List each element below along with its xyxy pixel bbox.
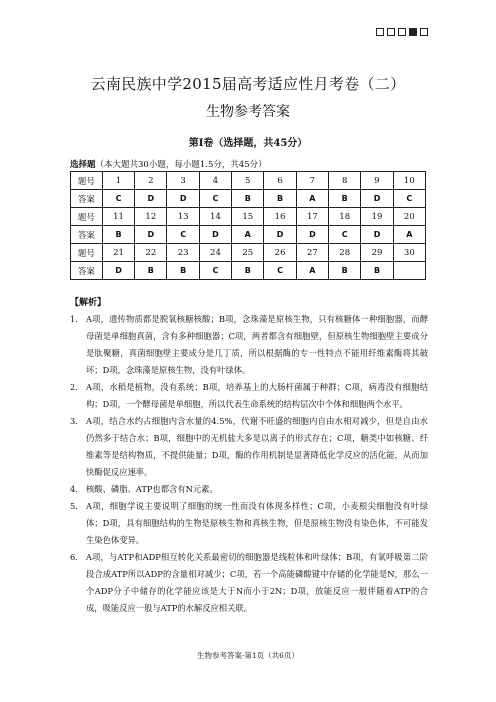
- answer-cell: A: [296, 190, 328, 208]
- corner-mark-square: [420, 28, 428, 36]
- question-number-cell: 29: [361, 244, 393, 262]
- page-footer: 生物参考答案·第1页（共6页）: [197, 651, 299, 660]
- question-number-cell: 15: [232, 208, 264, 226]
- answer-cell: D: [264, 226, 296, 244]
- analysis-item-text: A项，水稻是植物，没有系统；B项，培养基上的大肠杆菌属于种群；C项，病毒没有细胞结构；D项，一个酵母菌是单细胞，所以代表生命系统的结构层次中个体和细胞两个水平。: [86, 382, 428, 409]
- question-number-cell: 14: [199, 208, 231, 226]
- row-header: 题号: [71, 244, 103, 262]
- analysis-item-text: A项，细胞学说主要说明了细胞的统一性而没有体现多样性；C项，小麦根尖细胞没有叶绿体；D项，具有细胞结构的生物是原核生物和真核生物，但是原核生物没有染色体，不可能发生染色体变异。: [86, 501, 428, 545]
- question-number-cell: 3: [167, 172, 199, 190]
- answer-cell: D: [361, 226, 393, 244]
- analysis-item-text: A项，结合水约占细胞内含水量的4.5%，代谢不旺盛的细胞内自由水相对减少，但是自由水仍然多于结合水；B项，细胞中的无机盐大多是以离子的形式存在；C项，糖类中如核糖、纤维素等是结构物质，不提供能量；D项，酶的作用机制是显著降低化学反应的活化能，从而加快酶促反应速率。: [86, 416, 428, 477]
- question-number-cell: 25: [232, 244, 264, 262]
- analysis-item-number: 3．: [70, 416, 84, 426]
- row-header: 题号: [71, 208, 103, 226]
- question-number-cell: 12: [135, 208, 167, 226]
- analysis-item-number: 1．: [70, 314, 84, 324]
- table-row: [71, 262, 426, 280]
- analysis-item: [70, 498, 428, 549]
- analysis-item: [70, 311, 428, 379]
- answer-cell: A: [296, 262, 328, 280]
- answer-cell: C: [167, 226, 199, 244]
- question-number-cell: 27: [296, 244, 328, 262]
- analysis-item: [70, 549, 428, 617]
- table-row: [71, 244, 426, 262]
- document-title: 云南民族中学2015届高考适应性月考卷（二）: [90, 75, 406, 93]
- table-row: [71, 208, 426, 226]
- question-number-cell: 5: [232, 172, 264, 190]
- question-number-cell: 22: [135, 244, 167, 262]
- analysis-item: [70, 379, 428, 413]
- choice-label: [70, 158, 267, 170]
- answer-cell: C: [102, 190, 134, 208]
- row-header: 答案: [71, 226, 103, 244]
- corner-mark-square: [409, 28, 417, 36]
- question-number-cell: 9: [361, 172, 393, 190]
- row-header: 答案: [71, 262, 103, 280]
- question-number-cell: 24: [199, 244, 231, 262]
- answer-cell: B: [329, 262, 361, 280]
- question-number-cell: 7: [296, 172, 328, 190]
- answer-cell: C: [199, 262, 231, 280]
- answer-cell: A: [232, 226, 264, 244]
- corner-mark-square: [387, 28, 395, 36]
- answer-cell: B: [135, 262, 167, 280]
- section-heading-text: 第Ⅰ卷（选择题，共45分）: [188, 138, 308, 149]
- choice-label-rest: （本大题共30小题，每小题1.5分，共45分）: [95, 160, 267, 170]
- question-number-cell: 13: [167, 208, 199, 226]
- answer-cell: C: [264, 262, 296, 280]
- choice-label-bold: 选择题: [70, 160, 96, 170]
- question-number-cell: 23: [167, 244, 199, 262]
- answer-cell: B: [232, 262, 264, 280]
- answer-cell: D: [135, 226, 167, 244]
- section-heading: [0, 134, 496, 149]
- analysis-item-number: 4．: [70, 484, 84, 494]
- question-number-cell: 6: [264, 172, 296, 190]
- answer-cell: B: [102, 226, 134, 244]
- question-number-cell: 8: [329, 172, 361, 190]
- answer-cell: D: [361, 190, 393, 208]
- corner-mark-square: [398, 28, 406, 36]
- answer-cell: B: [329, 190, 361, 208]
- question-number-cell: 18: [329, 208, 361, 226]
- analysis-item-number: 5．: [70, 501, 84, 511]
- analysis-item-text: 核酸、磷脂、ATP也都含有N元素。: [86, 484, 218, 494]
- answer-cell: A: [393, 226, 425, 244]
- question-number-cell: 20: [393, 208, 425, 226]
- question-number-cell: 30: [393, 244, 425, 262]
- analysis-item-text: A项，遗传物质都是脱氧核糖核酸；B项，念珠藻是原核生物，只有核糖体一种细胞器，而酵母菌是单细胞真菌，含有多种细胞器；C项，两者都含有细胞壁，但原核生物细胞壁主要成分是肽聚糖，真菌细胞壁主要成分是几丁质，所以根据酶的专一性特点不能用纤维素酶将其破坏；D项，念珠藻是原核生物，没有叶绿体。: [86, 314, 428, 375]
- corner-mark-square: [376, 28, 384, 36]
- question-number-cell: 28: [329, 244, 361, 262]
- table-row: [71, 190, 426, 208]
- answer-cell: C: [329, 226, 361, 244]
- answer-cell: D: [167, 190, 199, 208]
- question-number-cell: 19: [361, 208, 393, 226]
- answer-cell: [393, 262, 425, 280]
- question-number-cell: 11: [102, 208, 134, 226]
- row-header: 题号: [71, 172, 103, 190]
- analysis-item-number: 2．: [70, 382, 84, 392]
- question-number-cell: 16: [264, 208, 296, 226]
- table-row: [71, 172, 426, 190]
- question-number-cell: 2: [135, 172, 167, 190]
- answer-table: [70, 171, 426, 280]
- answer-cell: C: [393, 190, 425, 208]
- answer-cell: B: [361, 262, 393, 280]
- document-subtitle: 生物参考答案: [206, 104, 290, 120]
- question-number-cell: 17: [296, 208, 328, 226]
- question-number-cell: 10: [393, 172, 425, 190]
- analysis-item: [70, 481, 428, 498]
- answer-cell: D: [102, 262, 134, 280]
- question-number-cell: 21: [102, 244, 134, 262]
- analysis-item-text: A项，与ATP和ADP相互转化关系最密切的细胞器是线粒体和叶绿体；B项，有氧呼吸第二阶段合成ATP所以ADP的含量相对减少；C项，若一个高能磷酸键中存储的化学能是N，那么一个ADP分子中储存的化学能应该是大于N而小于2N；D项，放能反应一般伴随着ATP的合成，吸能反应一般与ATP的水解反应相关联。: [86, 552, 428, 613]
- question-number-cell: 4: [199, 172, 231, 190]
- question-number-cell: 26: [264, 244, 296, 262]
- question-number-cell: 1: [102, 172, 134, 190]
- answer-cell: D: [296, 226, 328, 244]
- analysis-list: [70, 311, 428, 617]
- answer-cell: D: [135, 190, 167, 208]
- analysis-item-number: 6．: [70, 552, 84, 562]
- answer-cell: C: [199, 190, 231, 208]
- row-header: 答案: [71, 190, 103, 208]
- analysis-item: [70, 413, 428, 481]
- table-row: [71, 226, 426, 244]
- answer-cell: B: [167, 262, 199, 280]
- answer-cell: D: [199, 226, 231, 244]
- answer-cell: B: [264, 190, 296, 208]
- answer-cell: B: [232, 190, 264, 208]
- corner-marks: [376, 28, 428, 36]
- analysis-heading: 【解析】: [70, 298, 107, 308]
